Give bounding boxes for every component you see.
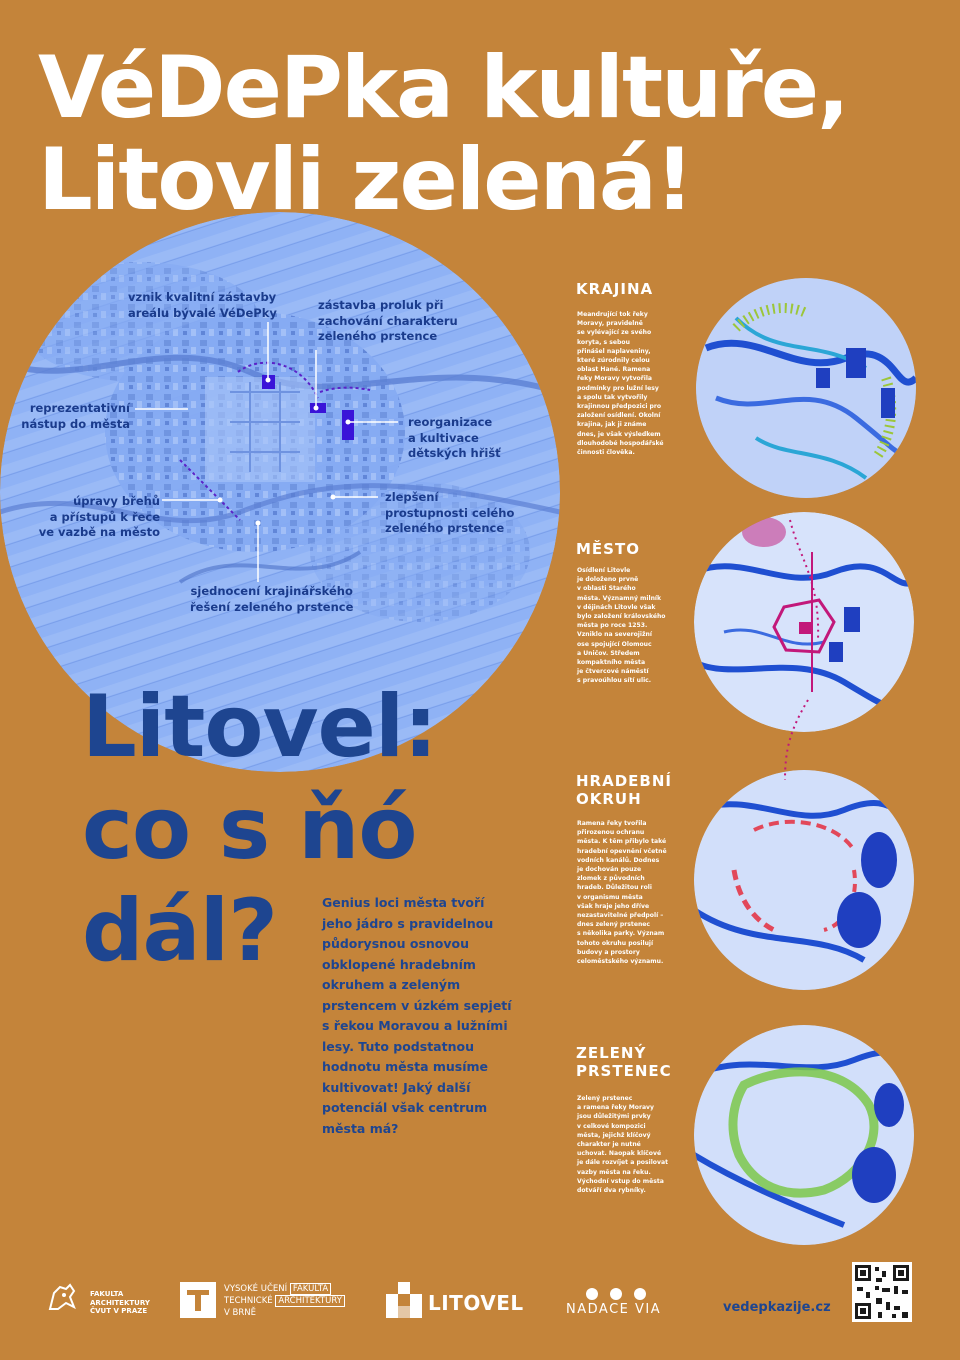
fa-line-2: ARCHITEKTURY xyxy=(90,1298,150,1307)
section-text-zeleny-prstenec: Zelený prstenec a ramena řeky Moravy jsou důležitými prvky v celkové kompozici města, jejichž klíčový charakter je nutné uchovat. Naopak klíčové je dále rozvíjet a posilovat vazby města na řeku. Východní vstup do města dotváří dva rybníky. xyxy=(577,1095,668,1195)
vut-line-2a: TECHNICKÉ xyxy=(224,1296,273,1306)
annotation-zlepseni-prostupnosti: zlepšení prostupnosti celého zeleného prstence xyxy=(385,490,515,535)
fa-cvut-lion-icon xyxy=(44,1279,80,1315)
vut-fa-logo xyxy=(224,1283,345,1319)
map-hradebni-okruh xyxy=(694,770,914,990)
litovel-logo-text: LITOVEL xyxy=(428,1291,524,1315)
vut-line-3: V BRNĚ xyxy=(224,1308,256,1318)
map-krajina xyxy=(696,278,916,498)
section-title-mesto: MĚSTO xyxy=(576,540,640,558)
fa-line-1: FAKULTA xyxy=(90,1290,124,1298)
section-text-krajina: Meandrující tok řeky Moravy, pravidelně se vylévající ze svého koryta, s sebou přinášel naplaveniny, které zúrodnily celou oblast Hané. Ramena řeky Moravy vytvořila podmínky pro lužní lesy a spolu tak vytvořily krajinnou předpozici pro založení osídlení. Okolní krajina, jak ji známe dnes, je však výsledkem dlouhodobé hospodářské činnosti člověka. xyxy=(577,311,664,457)
annotation-reprezentativni-nastup: reprezentativní nástup do města xyxy=(21,401,130,431)
vut-line-1a: VYSOKÉ UČENÍ xyxy=(224,1284,288,1294)
qr-code-icon[interactable] xyxy=(852,1262,912,1322)
nadace-via-logo-text: NADACE VIA xyxy=(566,1302,662,1317)
annotation-upravy-brehu: úpravy břehů a přístupů k řece ve vazbě na město xyxy=(38,494,160,539)
section-title-zeleny-prstenec: ZELENÝ PRSTENEC xyxy=(576,1044,672,1080)
section-title-hradebni-okruh: HRADEBNÍ OKRUH xyxy=(576,772,672,808)
map-zeleny-prstenec xyxy=(694,1025,914,1245)
fa-cvut-logo xyxy=(90,1290,150,1316)
litovel-pixel-icon xyxy=(386,1282,422,1318)
annotation-sjednoceni-reseni: sjednocení krajinářského řešení zeleného prstence xyxy=(190,584,354,614)
annotation-reorganizace-hrist: reorganizace a kultivace dětských hřišť xyxy=(408,415,501,460)
poster-title: VéDePka kultuře, Litovli zelená! xyxy=(38,38,848,230)
fa-line-3: ČVUT V PRAZE xyxy=(90,1307,148,1315)
nadace-via-dots-icon xyxy=(584,1286,648,1300)
annotation-vznik-zastavby: vznik kvalitní zástavby areálu bývalé VéDePky xyxy=(128,290,277,320)
subtitle-litovel: Litovel: co s ňó dál? xyxy=(82,677,437,981)
vut-line-1b: FAKULTA xyxy=(290,1283,331,1295)
vut-t-icon xyxy=(180,1282,216,1318)
section-text-hradebni-okruh: Ramena řeky tvořila přirozenou ochranu města. K těm přibylo také hradební opevnění včetně vodních kanálů. Dodnes je dochován pouze zlomek z původních hradeb. Důležitou roli v organismu města však hraje jeho dříve nezastavitelné předpolí – dnes zelený prstenec s několika parky. Význam tohoto okruhu posilují budovy a prostory celoměstského významu. xyxy=(577,820,667,966)
section-text-mesto: Osídlení Litovle je doloženo prvně v oblasti Starého města. Významný milník v dějinách Litovle však bylo založení královského města po roce 1253. Vzniklo na severojižní ose spojující Olomouc a Uničov. Středem kompaktního města je čtvercové náměstí s pravoúhlou sítí ulic. xyxy=(577,567,666,685)
annotation-zastavba-proluk: zástavba proluk při zachování charakteru zeleného prstence xyxy=(318,298,458,343)
website-link[interactable]: vedepkazije.cz xyxy=(723,1300,831,1315)
intro-paragraph: Genius loci města tvoří jeho jádro s pravidelnou půdorysnou osnovou obklopené hradebním okruhem a zeleným prstencem v úzkém sepjetí s řekou Moravou a lužními lesy. Tuto podstatnou hodnotu města musíme kultivovat! Jaký další potenciál však centrum města má? xyxy=(322,895,512,1136)
vut-line-2b: ARCHITEKTURY xyxy=(275,1295,345,1307)
map-mesto xyxy=(694,512,914,732)
section-title-krajina: KRAJINA xyxy=(576,280,654,298)
